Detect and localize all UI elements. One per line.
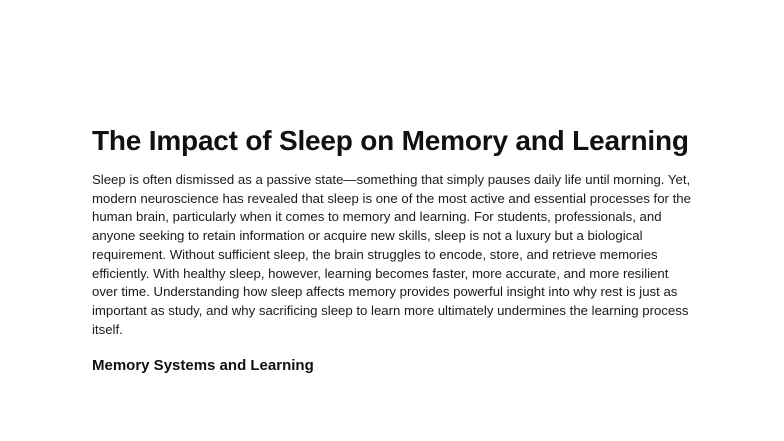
section-heading: Memory Systems and Learning — [92, 357, 314, 375]
document-content — [92, 121, 692, 376]
intro-paragraph: Sleep is often dismissed as a passive state—something that simply pauses daily life until morning. Yet, modern neuroscience has revealed that sleep is one of the most active and essential processes for the human brain, particularly when it comes to memory and learning. For students, professionals, and anyone seeking to retain information or acquire new skills, sleep is not a luxury but a biological requirement. Without sufficient sleep, the brain struggles to encode, store, and retrieve memories efficiently. With healthy sleep, however, learning becomes faster, more accurate, and more resilient over time. Understanding how sleep affects memory provides powerful insight into why rest is just as important as study, and why sacrificing sleep to learn more ultimately undermines the learning process itself. — [92, 172, 691, 337]
document-title: The Impact of Sleep on Memory and Learning — [92, 125, 689, 156]
